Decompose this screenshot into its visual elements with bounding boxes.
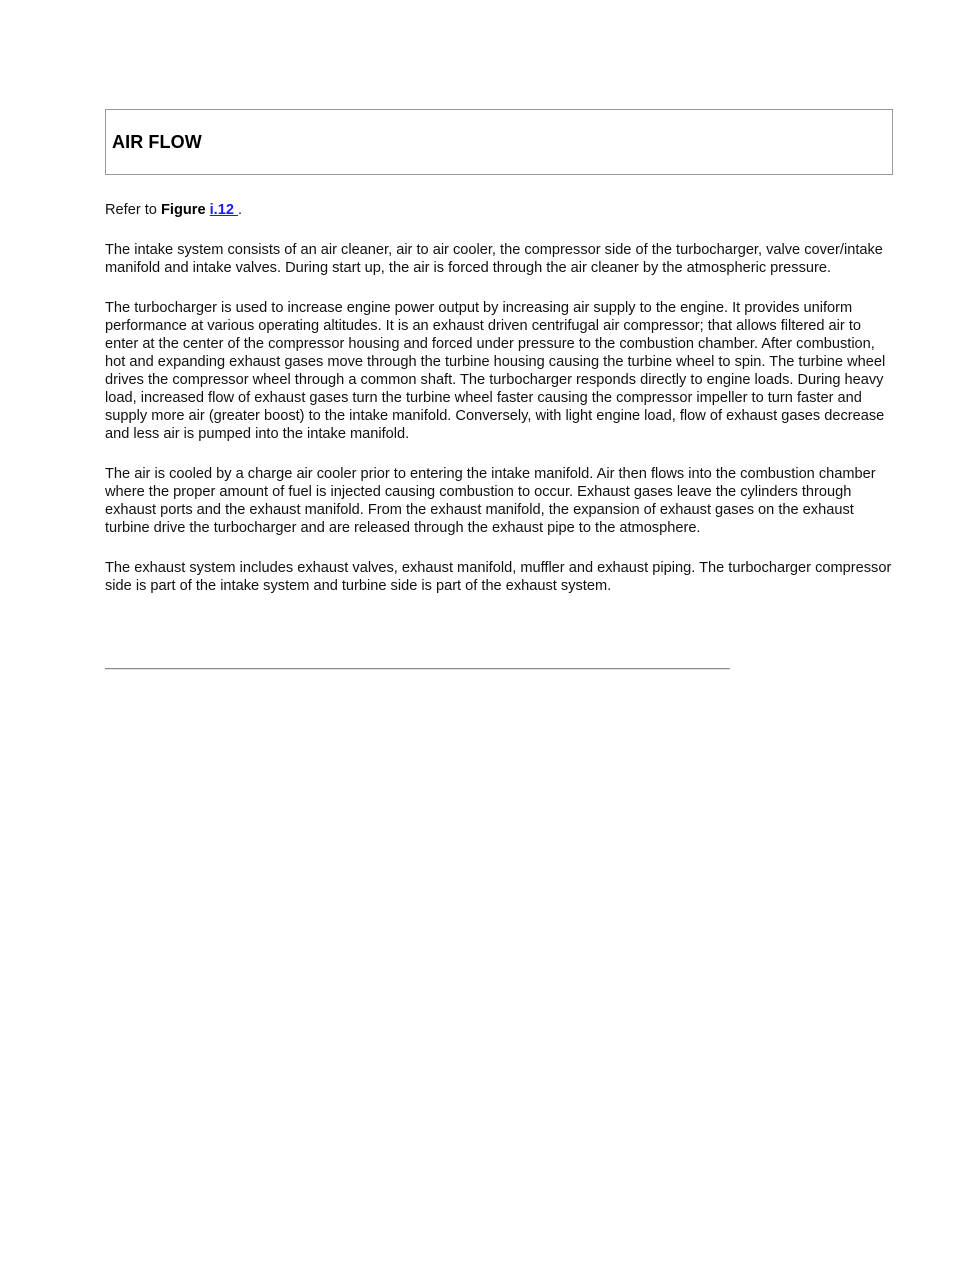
horizontal-divider (105, 668, 730, 669)
paragraph-charge-air-cooler: The air is cooled by a charge air cooler prior to entering the intake manifold. Air then flows into the combustion chamber where the proper amount of fuel is injected causing combustion to occur. Exhaust gases leave the cylinders through exhaust ports and the exhaust manifold. From the exhaust manifold, the expansion of exhaust gases on the exhaust turbine drive the turbocharger and are released through the exhaust pipe to the atmosphere. (105, 466, 876, 536)
figure-reference (105, 201, 893, 219)
paragraph-turbocharger: The turbocharger is used to increase engine power output by increasing air supply to the engine. It provides uniform performance at various operating altitudes. It is an exhaust driven centrifugal air compressor; that allows filtered air to enter at the center of the compressor housing and forced under pressure to the combustion chamber. After combustion, hot and expanding exhaust gases move through the turbine housing causing the turbine wheel to spin. The turbine wheel drives the compressor wheel through a common shaft. The turbocharger responds directly to engine loads. During heavy load, increased flow of exhaust gases turn the turbine wheel faster causing the compressor impeller to turn faster and supply more air (greater boost) to the intake manifold. Conversely, with light engine load, flow of exhaust gases decrease and less air is pumped into the intake manifold. (105, 300, 886, 442)
section-title-box (105, 109, 893, 175)
paragraph-exhaust-system: The exhaust system includes exhaust valves, exhaust manifold, muffler and exhaust piping. The turbocharger compressor side is part of the intake system and turbine side is part of the exhaust system. (105, 560, 892, 594)
document-page (105, 109, 893, 595)
reference-suffix: . (238, 202, 243, 218)
figure-word: Figure (160, 202, 206, 218)
reference-prefix: Refer to (105, 202, 161, 218)
figure-link[interactable]: i.12 (209, 202, 239, 218)
paragraph-intake-system: The intake system consists of an air cleaner, air to air cooler, the compressor side of the turbocharger, valve cover/intake manifold and intake valves. During start up, the air is forced through the air cleaner by the atmospheric pressure. (105, 242, 883, 276)
section-title: AIR FLOW (112, 131, 202, 152)
